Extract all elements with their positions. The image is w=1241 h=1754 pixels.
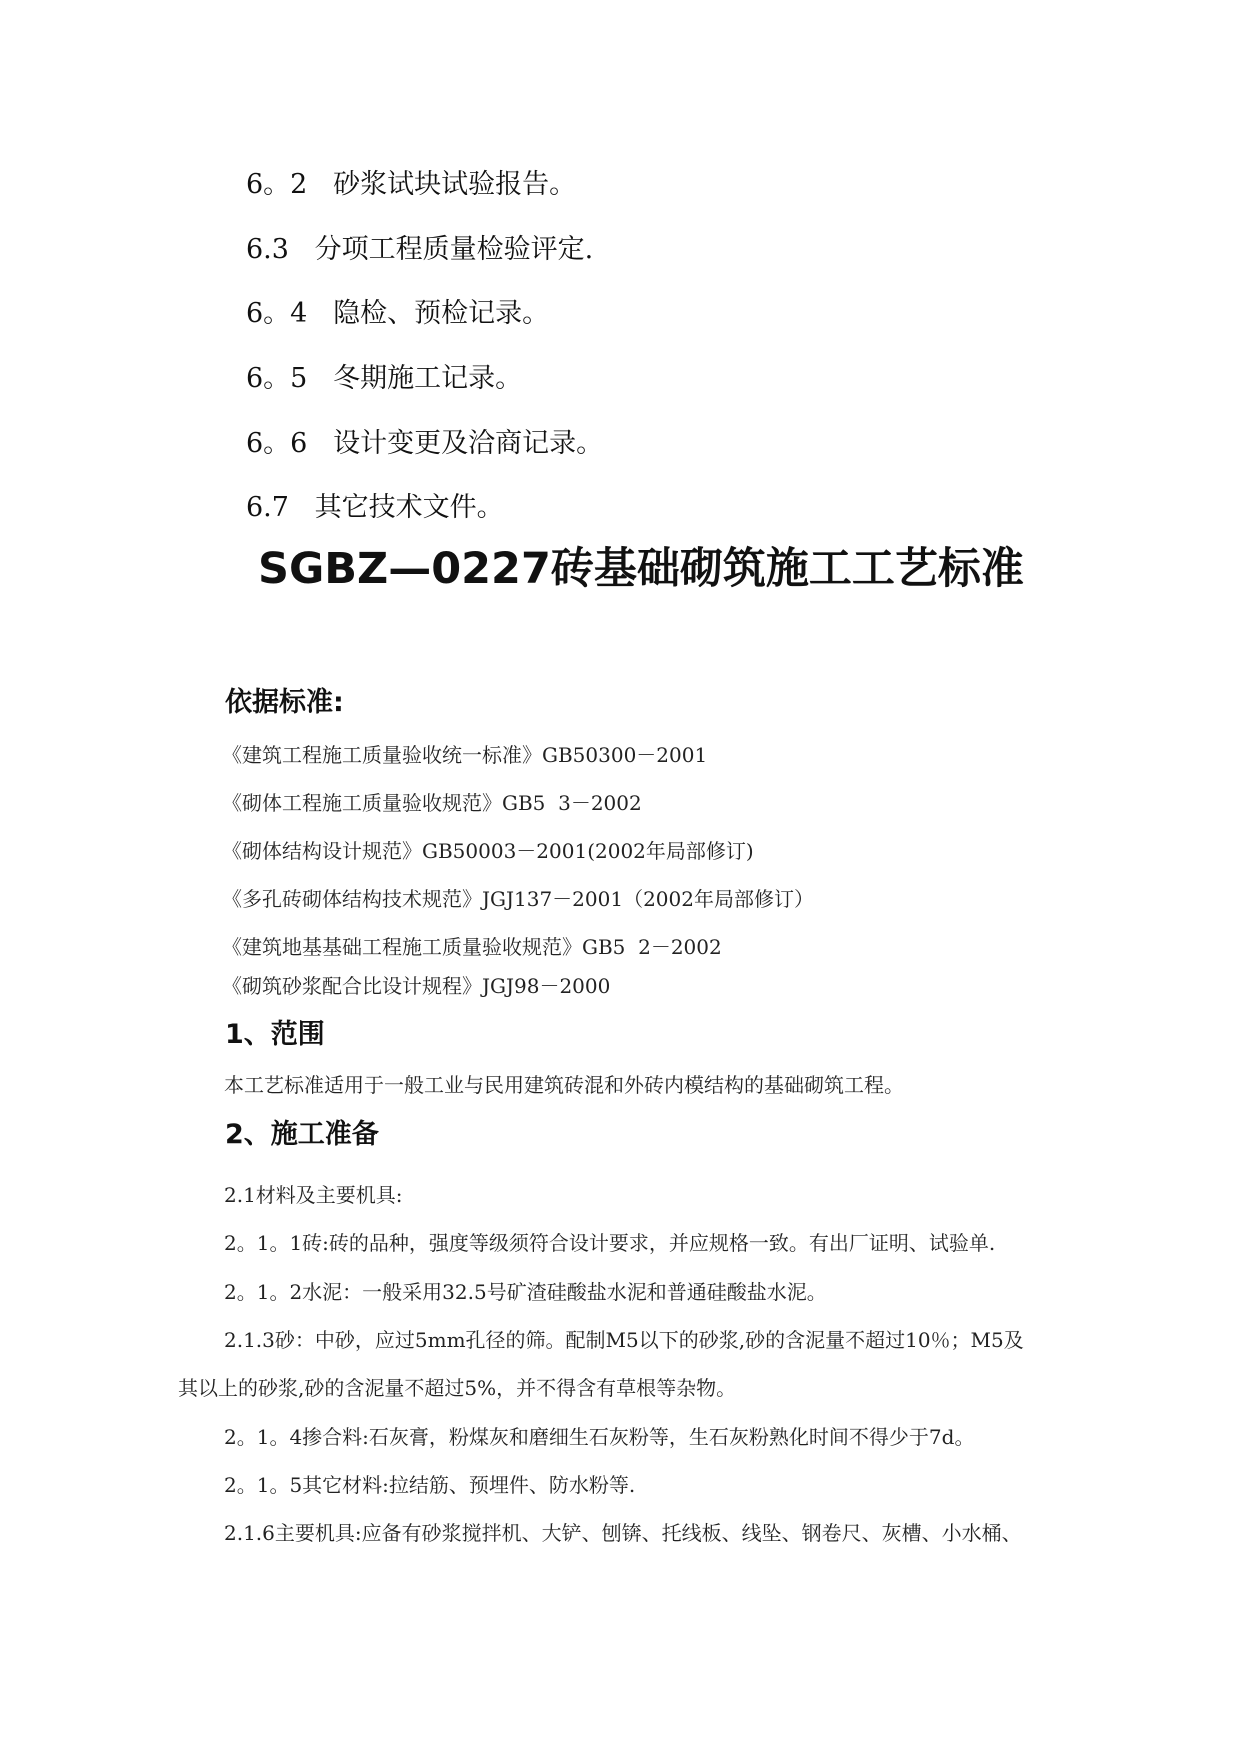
section-1-heading: 1、范围 xyxy=(225,1019,325,1050)
paragraph: 2。1。5其它材料:拉结筋、预埋件、防水粉等. xyxy=(224,1473,636,1497)
list-item-6-7: 6.7 其它技术文件。 xyxy=(246,492,504,523)
paragraph: 2.1.6主要机具:应备有砂浆搅拌机、大铲、刨锛、托线板、线坠、钢卷尺、灰槽、小水桶、 xyxy=(224,1521,1022,1545)
paragraph: 2.1.3砂：中砂，应过5mm孔径的筛。配制M5以下的砂浆,砂的含泥量不超过10％；M5及 xyxy=(224,1328,1024,1352)
standard-item: 《砌体结构设计规范》GB50003－2001(2002年局部修订) xyxy=(222,839,754,863)
paragraph: 其以上的砂浆,砂的含泥量不超过5%，并不得含有草根等杂物。 xyxy=(178,1376,737,1400)
list-item-6-6: 6。6 设计变更及洽商记录。 xyxy=(246,428,604,459)
list-item-6-4: 6。4 隐检、预检记录。 xyxy=(246,298,550,329)
standard-item: 《建筑地基基础工程施工质量验收规范》GB5 2－2002 xyxy=(222,935,722,959)
paragraph: 2.1材料及主要机具: xyxy=(224,1183,403,1207)
section-2-heading: 2、施工准备 xyxy=(225,1119,379,1150)
document-title: SGBZ—0227砖基础砌筑施工工艺标准 xyxy=(258,544,1024,594)
standard-item: 《多孔砖砌体结构技术规范》JGJ137－2001（2002年局部修订） xyxy=(222,887,814,911)
basis-heading: 依据标准: xyxy=(225,687,344,718)
standard-item: 《砌体工程施工质量验收规范》GB5 3－2002 xyxy=(222,791,642,815)
section-1-text: 本工艺标准适用于一般工业与民用建筑砖混和外砖内模结构的基础砌筑工程。 xyxy=(224,1073,904,1097)
paragraph: 2。1。4掺合料:石灰膏，粉煤灰和磨细生石灰粉等，生石灰粉熟化时间不得少于7d。 xyxy=(224,1425,975,1449)
paragraph: 2。1。2水泥：一般采用32.5号矿渣硅酸盐水泥和普通硅酸盐水泥。 xyxy=(224,1280,827,1304)
list-item-6-5: 6。5 冬期施工记录。 xyxy=(246,363,523,394)
standard-item: 《砌筑砂浆配合比设计规程》JGJ98－2000 xyxy=(222,974,611,998)
list-item-6-3: 6.3 分项工程质量检验评定. xyxy=(246,234,594,265)
standard-item: 《建筑工程施工质量验收统一标准》GB50300－2001 xyxy=(222,743,708,767)
list-item-6-2: 6。2 砂浆试块试验报告。 xyxy=(246,169,577,200)
paragraph: 2。1。1砖:砖的品种，强度等级须符合设计要求，并应规格一致。有出厂证明、试验单. xyxy=(224,1231,996,1255)
